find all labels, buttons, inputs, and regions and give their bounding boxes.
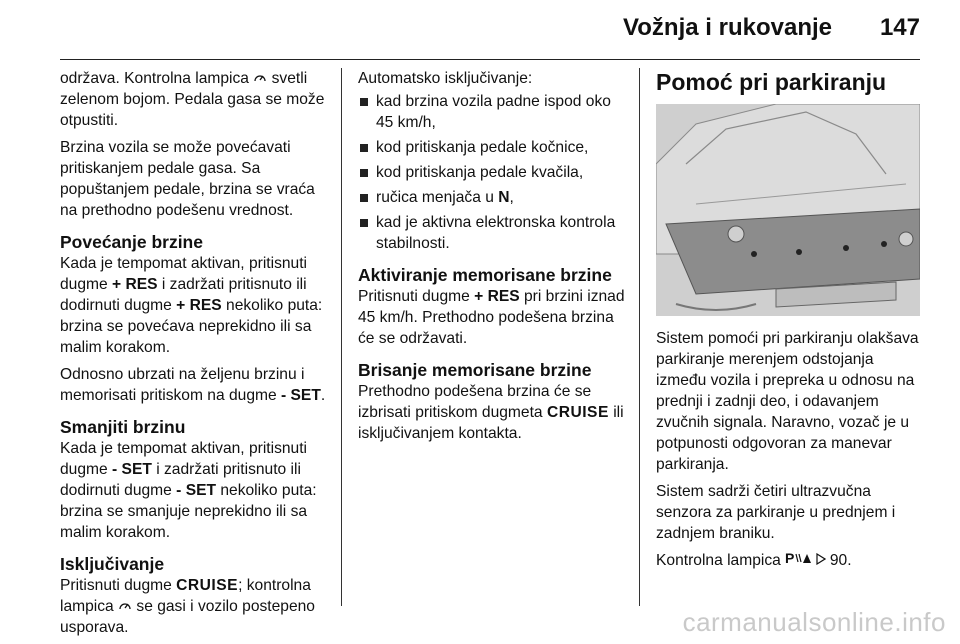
watermark: carmanualsonline.info xyxy=(682,607,946,637)
triangle-reference-icon xyxy=(816,550,826,571)
column-divider-1 xyxy=(341,68,342,606)
svg-text:P: P xyxy=(785,551,795,565)
list-item: kod pritiskanja pedale kvačila, xyxy=(358,162,630,183)
paragraph: održava. Kontrolna lampica svetli zelenom bojom. Pedala gasa se može otpustiti. xyxy=(60,70,325,129)
heading-switch-off: Isključivanje xyxy=(60,554,165,574)
heading-activate-memory: Aktiviranje memorisane brzine xyxy=(358,265,612,285)
button-ref-cruise: CRUISE xyxy=(546,404,609,421)
button-ref-set: - SET xyxy=(176,482,217,499)
rear-bumper-illustration xyxy=(656,104,920,316)
list-item: kad je aktivna elektronska kontrola stabilnosti. xyxy=(358,212,630,254)
speedometer-icon xyxy=(118,596,132,617)
button-ref-set: - SET xyxy=(281,387,321,404)
heading-park-assist: Pomoć pri parkiranju xyxy=(656,69,887,95)
paragraph: Pritisnuti dugme + RES pri brzini iznad 45 km/h. Prethodno podešena brzina će se održavati. xyxy=(358,288,625,347)
button-ref-cruise: CRUISE xyxy=(176,577,239,594)
bullet-list xyxy=(358,91,630,254)
button-ref-res: + RES xyxy=(112,276,158,293)
button-ref-res: + RES xyxy=(474,288,520,305)
header-rule xyxy=(60,59,920,60)
paragraph: Sistem sadrži četiri ultrazvučna senzora za parkiranje u prednjem i zadnjem braniku. xyxy=(656,483,896,542)
button-ref-set: - SET xyxy=(112,461,152,478)
paragraph: Kada je tempomat aktivan, pritisnuti dugme + RES i zadržati pritisnuto ili dodirnuti dugme + RES nekoliko puta: brzina se povećava neprekidno ili sa malim korakom. xyxy=(60,255,323,356)
page-header xyxy=(0,0,960,60)
paragraph: Brzina vozila se može povećavati pritiskanjem pedale gasa. Sa popuštanjem pedale, brzina se vraća na prethodno podešenu vrednost. xyxy=(60,139,315,219)
heading-decrease-speed: Smanjiti brzinu xyxy=(60,417,186,437)
paragraph: Automatsko isključivanje: xyxy=(358,70,533,87)
column-1 xyxy=(60,68,330,644)
heading-delete-memory: Brisanje memorisane brzine xyxy=(358,360,592,380)
heading-increase-speed: Povećanje brzine xyxy=(60,232,203,252)
column-divider-2 xyxy=(639,68,640,606)
list-item: kad brzina vozila padne ispod oko 45 km/h, xyxy=(358,91,630,133)
paragraph: Kontrolna lampica P 90. xyxy=(656,551,852,569)
column-2 xyxy=(358,68,630,450)
paragraph: Pritisnuti dugme CRUISE; kontrolna lampica se gasi i vozilo postepeno usporava. xyxy=(60,577,315,636)
park-assist-icon xyxy=(785,550,811,571)
button-ref-res: + RES xyxy=(176,297,222,314)
column-3 xyxy=(656,68,926,577)
paragraph: Kada je tempomat aktivan, pritisnuti dugme - SET i zadržati pritisnuto ili dodirnuti dugme - SET nekoliko puta: brzina se smanjuje neprekidno ili sa malim korakom. xyxy=(60,440,317,541)
paragraph: Odnosno ubrzati na željenu brzinu i memorisati pritiskom na dugme - SET. xyxy=(60,366,326,404)
paragraph: Sistem pomoći pri parkiranju olakšava parkiranje merenjem odstojanja između vozila i prepreka u odnosu na prednji i zadnji deo, i odavanjem zvučnih signala. Naravno, vozač je u potpunosti odgovoran za manevar parkiranja. xyxy=(656,330,919,473)
speedometer-icon xyxy=(253,68,267,89)
list-item: ručica menjača u N, xyxy=(358,187,630,208)
paragraph: Prethodno podešena brzina će se izbrisati pritiskom dugmeta CRUISE ili isključivanjem kontakta. xyxy=(358,383,624,442)
list-item: kod pritiskanja pedale kočnice, xyxy=(358,137,630,158)
chapter-title: Vožnja i rukovanje xyxy=(623,14,832,41)
page-number: 147 xyxy=(879,14,920,41)
